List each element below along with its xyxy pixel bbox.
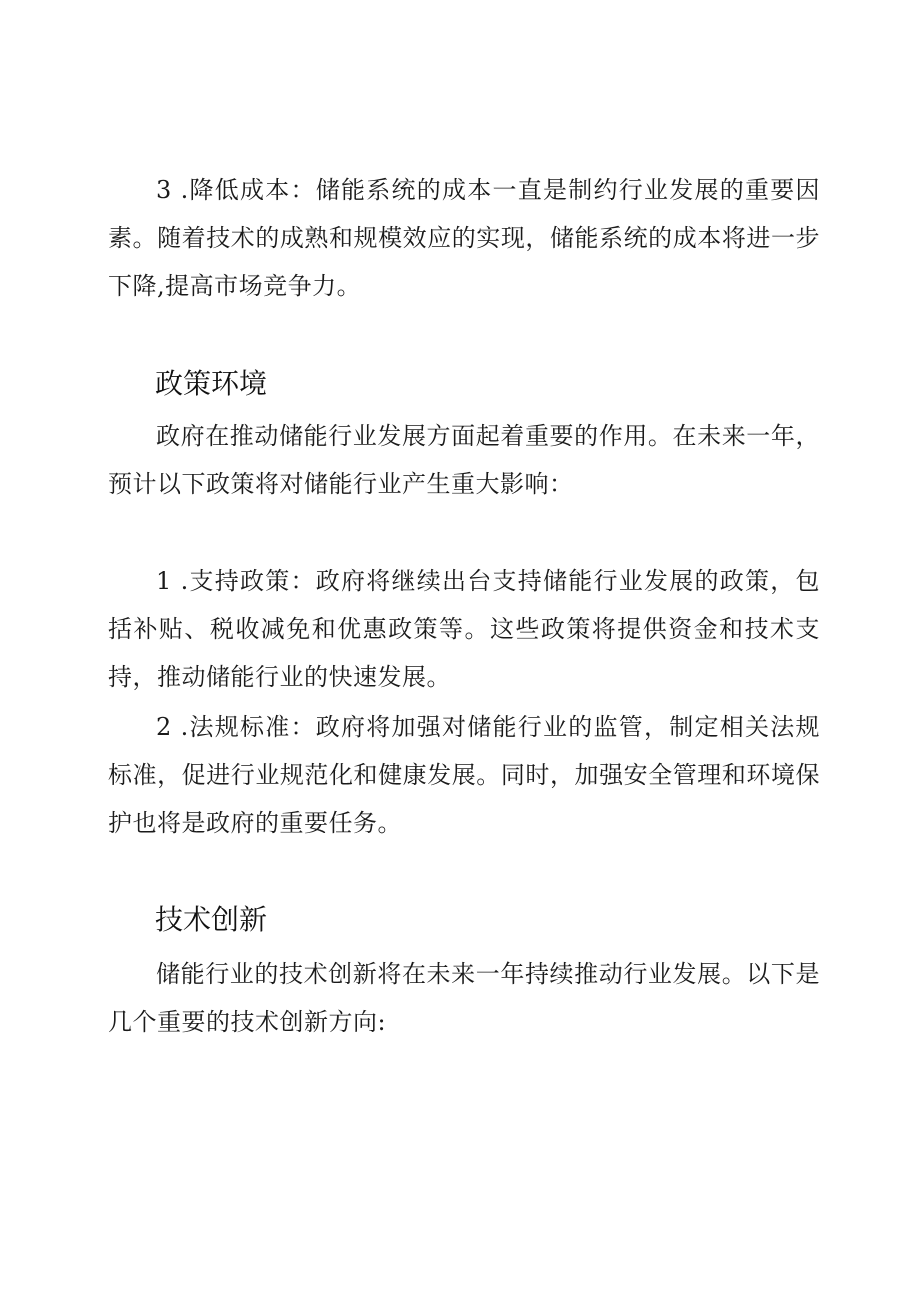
regulation-standard-paragraph: 2 .法规标准：政府将加强对储能行业的监管，制定相关法规标准，促进行业规范化和健康发展。同时，加强安全管理和环境保护也将是政府的重要任务。	[108, 713, 820, 837]
technology-innovation-heading: 技术创新	[155, 903, 268, 936]
support-policy-paragraph: 1 .支持政策：政府将继续出台支持储能行业发展的政策，包括补贴、税收减免和优惠政策等。这些政策将提供资金和技术支持，推动储能行业的快速发展。	[108, 567, 820, 691]
policy-intro-paragraph: 政府在推动储能行业发展方面起着重要的作用。在未来一年，预计以下政策将对储能行业产生重大影响：	[108, 422, 820, 498]
innovation-intro-paragraph: 储能行业的技术创新将在未来一年持续推动行业发展。以下是几个重要的技术创新方向:	[108, 960, 820, 1036]
policy-environment-heading: 政策环境	[155, 367, 268, 400]
cost-reduction-paragraph: 3 .降低成本：储能系统的成本一直是制约行业发展的重要因素。随着技术的成熟和规模效应的实现，储能系统的成本将进一步下降,提高市场竞争力。	[108, 176, 820, 300]
